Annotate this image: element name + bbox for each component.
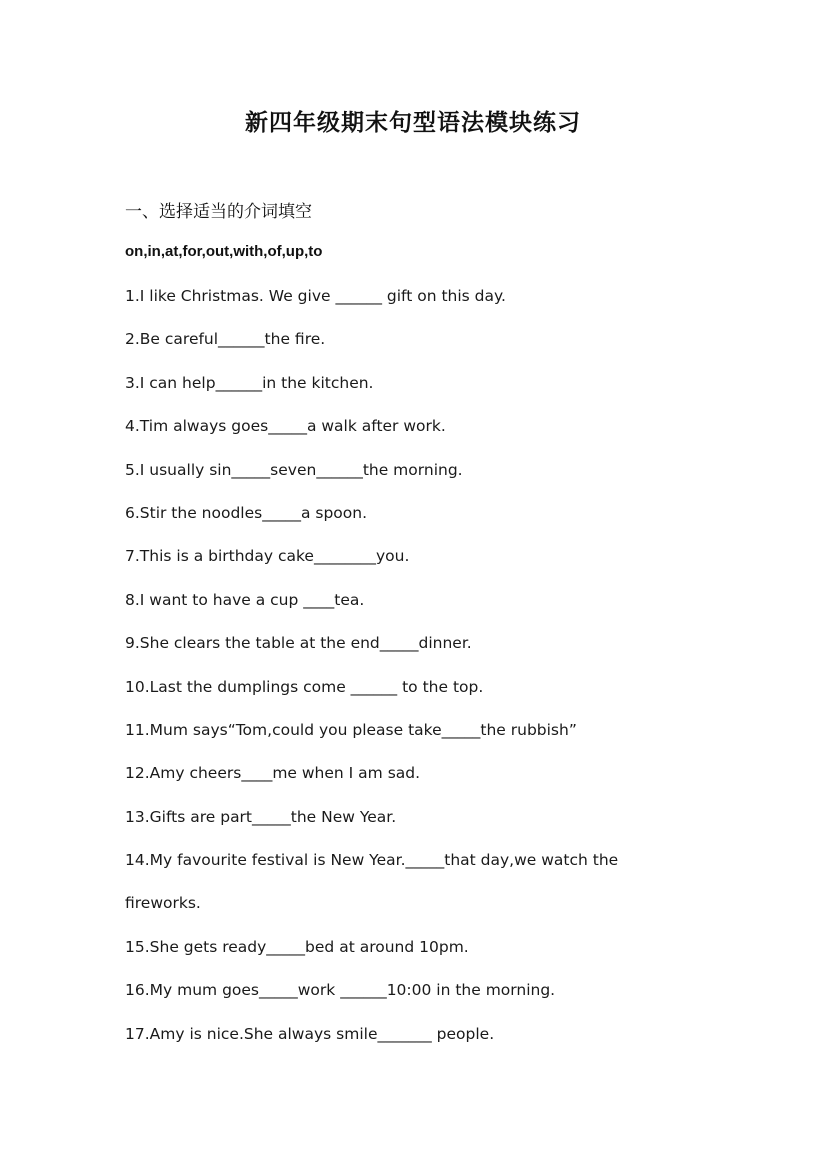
question-item: 10.Last the dumplings come ______ to the top. bbox=[125, 677, 484, 696]
question-item: 3.I can help______in the kitchen. bbox=[125, 373, 374, 392]
question-item: 2.Be careful______the fire. bbox=[125, 330, 326, 349]
page-title: 新四年级期末句型语法模块练习 bbox=[245, 110, 581, 136]
question-item: 7.This is a birthday cake________you. bbox=[125, 547, 410, 566]
question-item: 16.My mum goes_____work ______10:00 in the morning. bbox=[125, 981, 556, 1000]
word-bank: on,in,at,for,out,with,of,up,to bbox=[125, 243, 323, 260]
question-item: 6.Stir the noodles_____a spoon. bbox=[125, 503, 368, 522]
question-item: 11.Mum says“Tom,could you please take_____the rubbish” bbox=[125, 720, 577, 739]
section-heading: 一、选择适当的介词填空 bbox=[125, 202, 312, 222]
question-item: 17.Amy is nice.She always smile_______ people. bbox=[125, 1024, 495, 1043]
question-item: 13.Gifts are part_____the New Year. bbox=[125, 807, 397, 826]
question-item: 1.I like Christmas. We give ______ gift on this day. bbox=[125, 287, 506, 305]
question-item: 9.She clears the table at the end_____dinner. bbox=[125, 634, 472, 653]
question-item: 12.Amy cheers____me when I am sad. bbox=[125, 764, 421, 783]
question-item: 14.My favourite festival is New Year._____that day,we watch the fireworks. bbox=[125, 850, 619, 912]
question-item: 15.She gets ready_____bed at around 10pm. bbox=[125, 937, 469, 956]
question-list bbox=[125, 282, 685, 1063]
question-item: 5.I usually sin_____seven______the morning. bbox=[125, 460, 463, 479]
question-item: 8.I want to have a cup ____tea. bbox=[125, 590, 365, 609]
question-item: 4.Tim always goes_____a walk after work. bbox=[125, 417, 446, 436]
